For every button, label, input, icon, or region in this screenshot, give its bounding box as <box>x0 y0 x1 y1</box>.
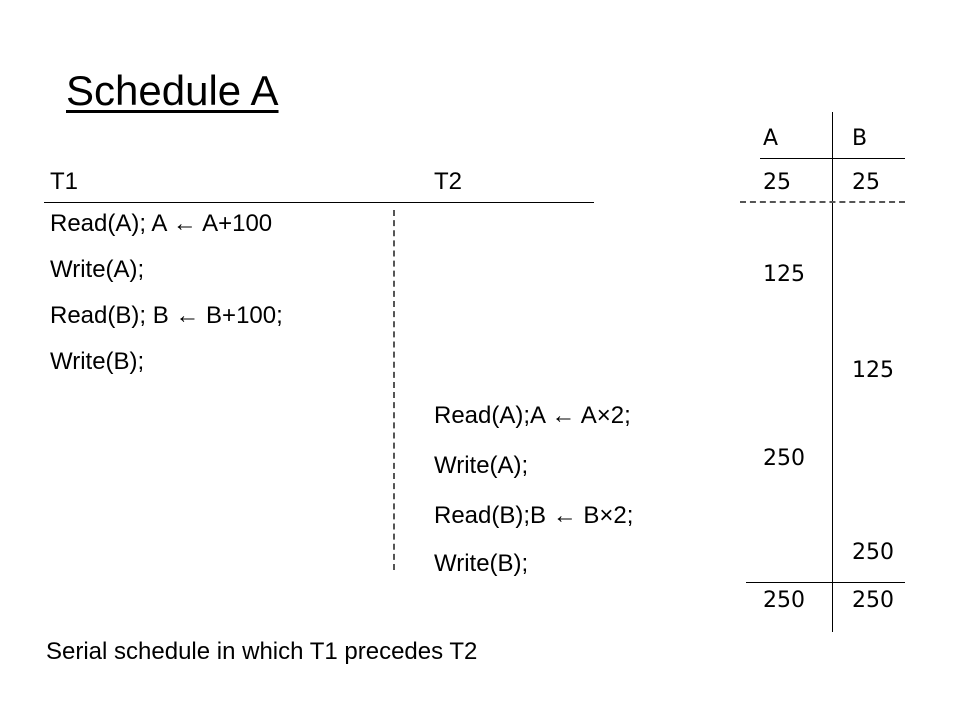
value-header-b: B <box>852 126 868 151</box>
value-a-after-t1: 125 <box>763 262 805 287</box>
schedule-caption: Serial schedule in which T1 precedes T2 <box>46 638 478 665</box>
values-initial-line <box>740 201 905 203</box>
value-initial-a: 25 <box>763 170 791 195</box>
t2-step-3: Read(B);B ← B×2; <box>434 502 634 529</box>
slide-title: Schedule A <box>66 67 279 114</box>
header-underline <box>44 202 594 203</box>
values-final-line <box>746 582 905 583</box>
t1-step-4: Write(B); <box>50 348 145 375</box>
value-a-after-t2: 250 <box>763 446 805 471</box>
value-initial-b: 25 <box>852 170 880 195</box>
value-b-after-t2: 250 <box>852 540 894 565</box>
t2-step-1: Read(A);A ← A×2; <box>434 402 631 429</box>
t1-step-3: Read(B); B ← B+100; <box>50 302 283 329</box>
value-final-a: 250 <box>763 588 805 613</box>
value-header-a: A <box>763 126 779 151</box>
t1-step-1: Read(A); A ← A+100 <box>50 210 273 237</box>
t2-header: T2 <box>434 168 463 195</box>
values-header-line <box>760 158 905 159</box>
t1-header: T1 <box>50 168 79 195</box>
t2-step-2: Write(A); <box>434 452 529 479</box>
values-divider <box>832 112 833 632</box>
transaction-separator <box>393 210 395 570</box>
t2-step-4: Write(B); <box>434 550 529 577</box>
value-final-b: 250 <box>852 588 894 613</box>
t1-step-2: Write(A); <box>50 256 145 283</box>
value-b-after-t1: 125 <box>852 358 894 383</box>
